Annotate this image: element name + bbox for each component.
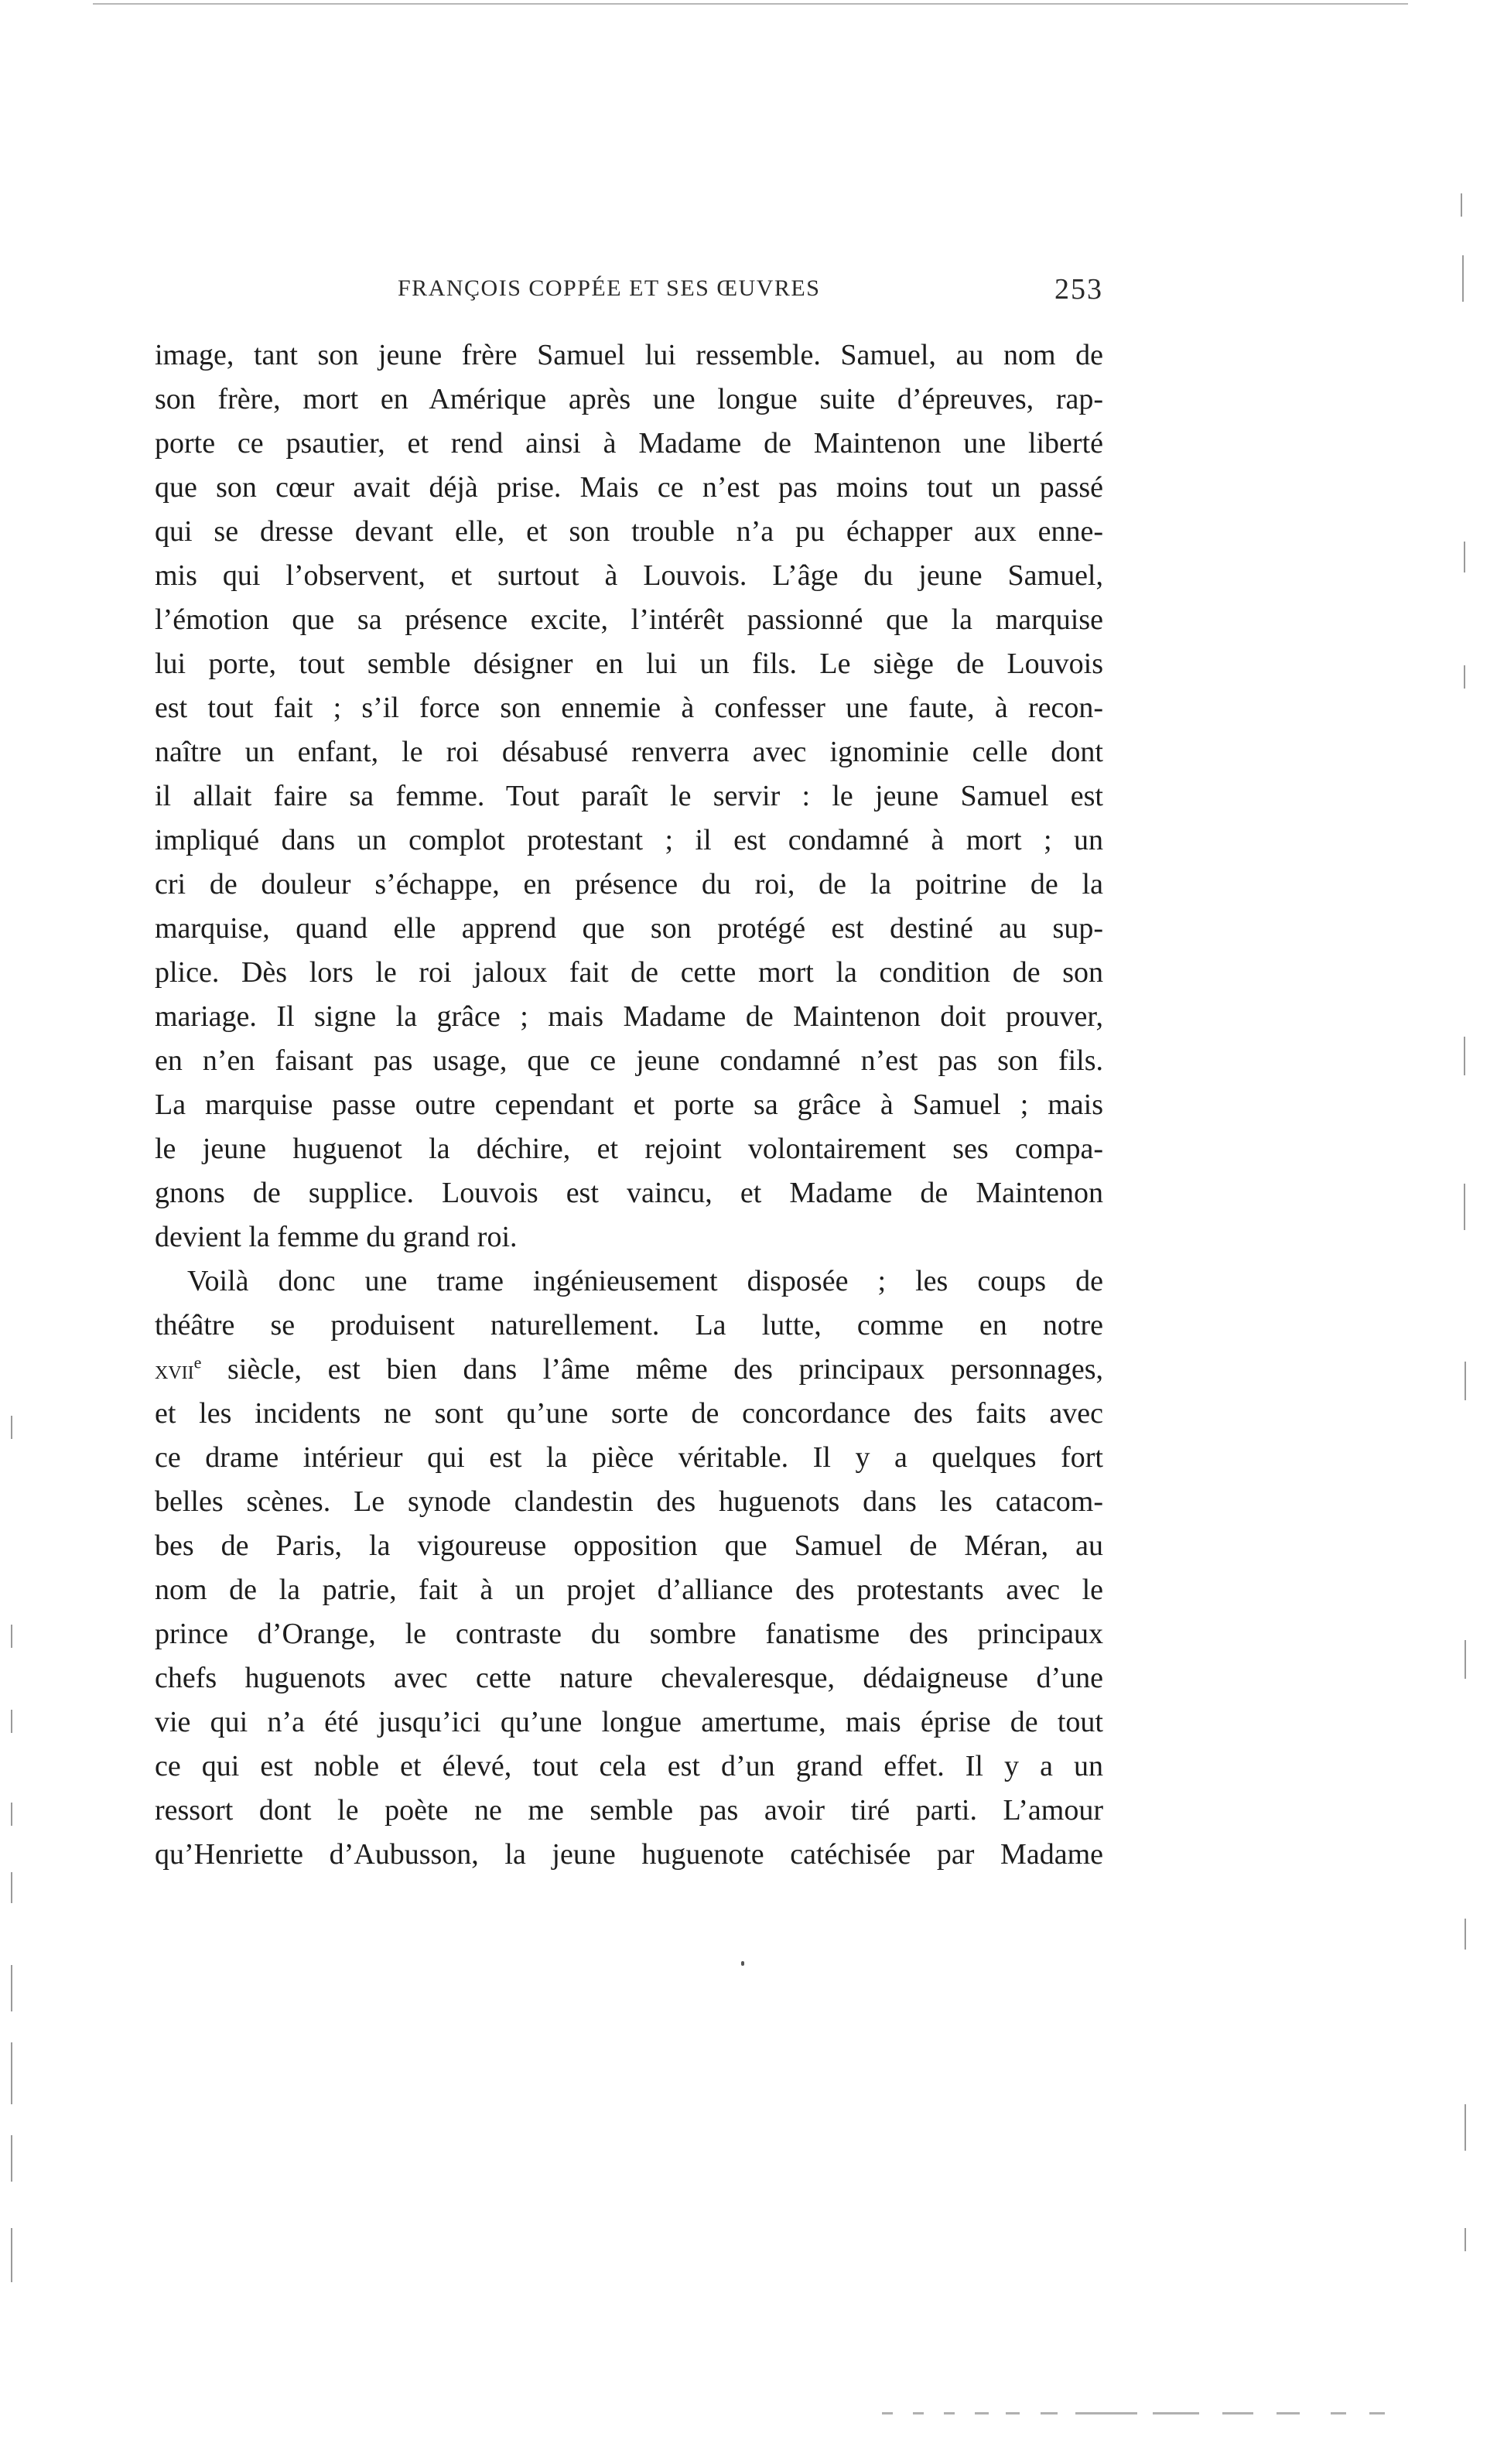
text-line: naître un enfant, le roi désabusé renverra avec ignominie celle dont (155, 736, 1103, 768)
text-line: nom de la patrie, fait à un projet d’alliance des protestants avec le (155, 1574, 1103, 1606)
text-line: devient la femme du grand roi. (155, 1221, 518, 1253)
scan-edge-mark (1464, 542, 1465, 572)
scan-bottom-dash (1277, 2412, 1300, 2414)
text-line: belles scènes. Le synode clandestin des huguenots dans les catacom- (155, 1485, 1103, 1518)
scan-bottom-dash (944, 2412, 955, 2414)
text-line: ce drame intérieur qui est la pièce véritable. Il y a quelques fort (155, 1441, 1103, 1474)
text-line: théâtre se produisent naturellement. La lutte, comme en notre (155, 1309, 1103, 1341)
text-line: gnons de supplice. Louvois est vaincu, et Madame de Maintenon (155, 1177, 1103, 1209)
text-line: est tout fait ; s’il force son ennemie à confesser une faute, à recon- (155, 692, 1103, 724)
scan-edge-mark (11, 2042, 12, 2104)
text-line: vie qui n’a été jusqu’ici qu’une longue amertume, mais éprise de tout (155, 1706, 1103, 1738)
text-line: son frère, mort en Amérique après une longue suite d’épreuves, rap- (155, 383, 1103, 415)
scan-edge-mark (1465, 2228, 1466, 2251)
paragraph-1 (155, 333, 1103, 1259)
century-superscript: e (193, 1352, 202, 1372)
text-line: qu’Henriette d’Aubusson, la jeune huguenote catéchisée par Madame (155, 1838, 1103, 1871)
scan-edge-mark (1461, 193, 1462, 217)
scan-edge-line (93, 3, 1408, 5)
scan-bottom-dash (975, 2412, 989, 2414)
text-line: ce qui est noble et élevé, tout cela est d’un grand effet. Il y a un (155, 1750, 1103, 1782)
text-line-century (155, 1348, 1103, 1392)
text-line: mis qui l’observent, et surtout à Louvois. L’âge du jeune Samuel, (155, 559, 1103, 592)
text-line: en n’en faisant pas usage, que ce jeune condamné n’est pas son fils. (155, 1044, 1103, 1077)
text-line: chefs huguenots avec cette nature chevaleresque, dédaigneuse d’une (155, 1662, 1103, 1694)
scan-edge-mark (1465, 1362, 1466, 1400)
scan-edge-mark (11, 2228, 12, 2282)
scan-bottom-dash (1369, 2412, 1385, 2414)
scan-bottom-dash (1222, 2412, 1253, 2414)
text-line: plice. Dès lors le roi jaloux fait de cette mort la condition de son (155, 956, 1103, 989)
text-line: mariage. Il signe la grâce ; mais Madame de Maintenon doit prouver, (155, 1000, 1103, 1033)
scan-edge-mark (1465, 1919, 1466, 1950)
text-line: il allait faire sa femme. Tout paraît le servir : le jeune Samuel est (155, 780, 1103, 812)
scan-edge-mark (1464, 1184, 1465, 1230)
text-line: et les incidents ne sont qu’une sorte de concordance des faits avec (155, 1397, 1103, 1430)
scan-bottom-dash (1041, 2412, 1058, 2414)
century-numeral: xvii (155, 1356, 194, 1385)
text-line: image, tant son jeune frère Samuel lui ressemble. Samuel, au nom de (155, 339, 1103, 371)
scan-edge-mark (1465, 1640, 1466, 1679)
scan-edge-mark (11, 1416, 12, 1439)
scan-edge-mark (11, 1965, 12, 2011)
text-line: prince d’Orange, le contraste du sombre fanatisme des principaux (155, 1618, 1103, 1650)
century-line-rest: siècle, est bien dans l’âme même des principaux personnages, (201, 1353, 1103, 1386)
scan-edge-mark (11, 1625, 12, 1648)
scan-edge-mark (1465, 2104, 1466, 2151)
text-line: qui se dresse devant elle, et son trouble n’a pu échapper aux enne- (155, 515, 1103, 548)
text-line: l’émotion que sa présence excite, l’intérêt passionné que la marquise (155, 603, 1103, 636)
scan-bottom-dash (913, 2412, 924, 2414)
running-title: FRANÇOIS COPPÉE ET SES ŒUVRES (398, 275, 821, 301)
scan-edge-mark (1464, 665, 1465, 689)
scan-edge-mark (11, 1872, 12, 1903)
text-line: bes de Paris, la vigoureuse opposition que Samuel de Méran, au (155, 1529, 1103, 1562)
paragraph-2 (155, 1259, 1103, 1877)
body-text (155, 333, 1103, 1877)
scan-edge-mark (11, 1803, 12, 1826)
text-line: porte ce psautier, et rend ainsi à Madame de Maintenon une liberté (155, 427, 1103, 460)
scan-edge-mark (11, 2135, 12, 2182)
scan-bottom-dash (1075, 2412, 1137, 2414)
scan-edge-mark (1464, 1037, 1465, 1075)
scan-bottom-dash (1153, 2412, 1199, 2414)
scan-edge-mark (11, 1710, 12, 1733)
text-line: Voilà donc une trame ingénieusement disposée ; les coups de (187, 1265, 1103, 1297)
scan-bottom-dash (882, 2412, 893, 2414)
scan-bottom-dash (1006, 2412, 1020, 2414)
scan-bottom-dash (1331, 2412, 1346, 2414)
text-line: le jeune huguenot la déchire, et rejoint volontairement ses compa- (155, 1133, 1103, 1165)
text-line: La marquise passe outre cependant et porte sa grâce à Samuel ; mais (155, 1088, 1103, 1121)
text-line: cri de douleur s’échappe, en présence du roi, de la poitrine de la (155, 868, 1103, 901)
text-line: ressort dont le poète ne me semble pas avoir tiré parti. L’amour (155, 1794, 1103, 1827)
scan-edge-mark (1462, 255, 1464, 302)
page-number: 253 (1054, 273, 1103, 306)
text-line: lui porte, tout semble désigner en lui un fils. Le siège de Louvois (155, 648, 1103, 680)
text-line: marquise, quand elle apprend que son protégé est destiné au sup- (155, 912, 1103, 945)
running-head (155, 272, 1103, 311)
text-line: que son cœur avait déjà prise. Mais ce n’est pas moins tout un passé (155, 471, 1103, 504)
text-line: impliqué dans un complot protestant ; il est condamné à mort ; un (155, 824, 1103, 856)
ink-speck (741, 1961, 744, 1966)
